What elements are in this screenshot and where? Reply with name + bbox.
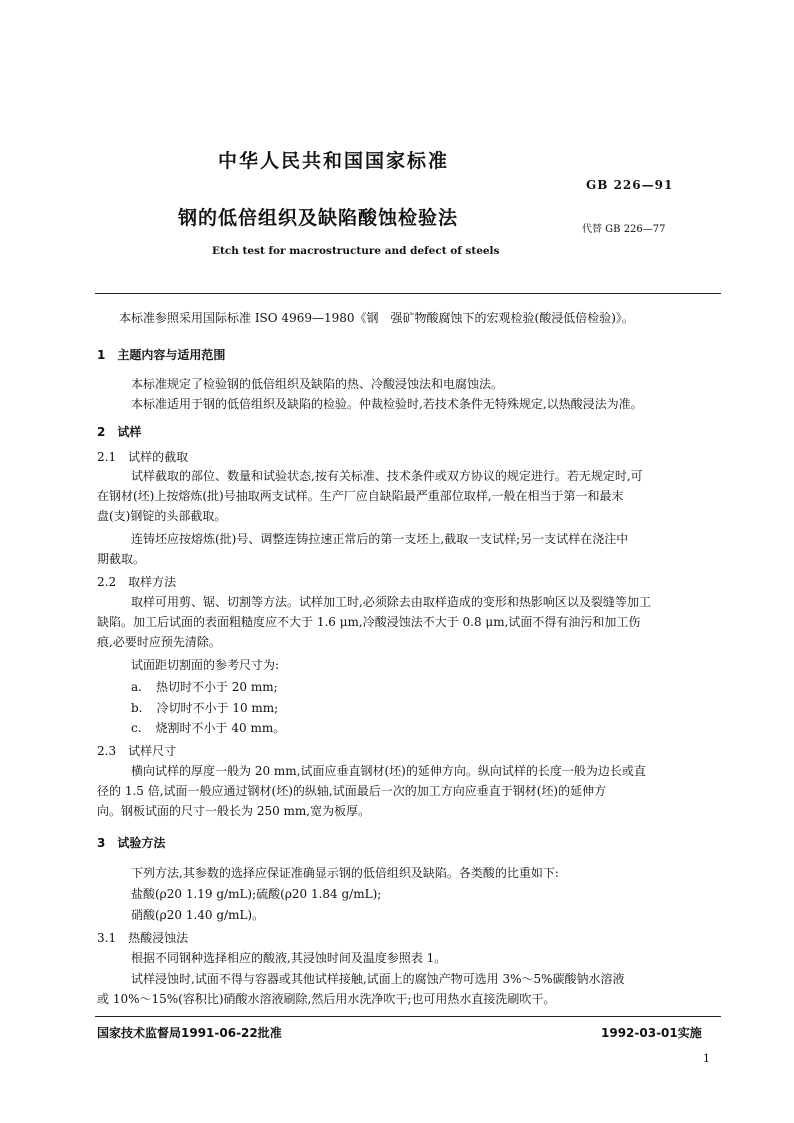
body-line: 向。钢板试面的尺寸一般长为 250 mm,宽为板厚。 xyxy=(97,804,371,818)
body-line: 取样可用剪、锯、切割等方法。试样加工时,必须除去由取样造成的变形和热影响区以及裂缝等加工 xyxy=(131,595,651,609)
body-line: 盘(支)钢锭的头部截取。 xyxy=(97,509,227,523)
list-marker: b. xyxy=(131,701,143,715)
english-title: Etch test for macrostructure and defect of steels xyxy=(212,245,500,257)
list-item xyxy=(131,678,278,696)
body-line: 横向试样的厚度一般为 20 mm,试面应垂直钢材(坯)的延伸方向。纵向试样的长度一般为边长或直 xyxy=(131,764,646,778)
document-title: 钢的低倍组织及缺陷酸蚀检验法 xyxy=(178,207,459,229)
section-3-1-heading: 3.1 热酸浸蚀法 xyxy=(97,931,189,945)
body-line: 试样截取的部位、数量和试验状态,按有关标准、技术条件或双方协议的规定进行。若无规定时,可 xyxy=(131,469,643,483)
body-line: 在钢材(坯)上按熔炼(批)号抽取两支试样。生产厂应自缺陷最严重部位取样,一般在相当于第一和最末 xyxy=(97,489,624,503)
preface: 本标准参照采用国际标准 ISO 4969—1980《钢 强矿物酸腐蚀下的宏观检验(酸浸低倍检验)》。 xyxy=(119,311,634,325)
section-1-paragraph: 本标准规定了检验钢的低倍组织及缺陷的热、冷酸浸蚀法和电腐蚀法。 xyxy=(131,377,504,391)
list-text: 冷切时不小于 10 mm; xyxy=(156,701,279,715)
list-item xyxy=(131,699,278,717)
footer-rule xyxy=(95,1016,721,1017)
section-2-1-heading: 2.1 试样的截取 xyxy=(97,450,189,464)
body-line: 盐酸(ρ20 1.19 g/mL);硫酸(ρ20 1.84 g/mL); xyxy=(131,887,382,901)
body-line: 试面距切割面的参考尺寸为: xyxy=(131,658,280,672)
body-line: 期截取。 xyxy=(97,552,146,566)
body-line: 径的 1.5 倍,试面一般应通过钢材(坯)的纵轴,试面最后一次的加工方向应垂直于钢材(坯)的延伸方 xyxy=(97,784,607,798)
list-text: 烧割时不小于 40 mm。 xyxy=(155,721,286,735)
header-rule xyxy=(95,293,721,294)
body-line: 或 10%～15%(容积比)硝酸水溶液刷除,然后用水洗净吹干;也可用热水直接洗刷吹干。 xyxy=(97,992,556,1006)
page-number: 1 xyxy=(703,1052,710,1065)
section-2-heading: 2 试样 xyxy=(97,425,142,439)
body-line: 硝酸(ρ20 1.40 g/mL)。 xyxy=(131,908,265,922)
body-line: 根据不同钢种选择相应的酸液,其浸蚀时间及温度参照表 1。 xyxy=(131,951,447,965)
section-1-heading: 1 主题内容与适用范围 xyxy=(97,348,226,362)
list-text: 热切时不小于 20 mm; xyxy=(155,680,278,694)
body-line: 连铸坯应按熔炼(批)号、调整连铸拉速正常后的第一支坯上,截取一支试样;另一支试样在浇注中 xyxy=(131,532,629,546)
list-marker: a. xyxy=(131,680,142,694)
replaces-standard: 代替 GB 226—77 xyxy=(582,224,666,235)
list-marker: c. xyxy=(131,721,142,735)
section-1-paragraph: 本标准适用于钢的低倍组织及缺陷的检验。仲裁检验时,若技术条件无特殊规定,以热酸浸法为准。 xyxy=(131,397,643,411)
effective-date: 1992-03-01实施 xyxy=(601,1026,702,1040)
body-line: 缺陷。加工后试面的表面粗糙度应不大于 1.6 μm,冷酸浸蚀法不大于 0.8 μm,试面不得有油污和加工伤 xyxy=(97,615,641,629)
national-standard-heading: 中华人民共和国国家标准 xyxy=(218,150,450,172)
section-2-3-heading: 2.3 试样尺寸 xyxy=(97,744,177,758)
standard-number: GB 226—91 xyxy=(586,178,674,192)
approval-date: 国家技术监督局1991-06-22批准 xyxy=(97,1026,282,1040)
body-line: 试样浸蚀时,试面不得与容器或其他试样接触,试面上的腐蚀产物可选用 3%～5%碳酸钠水溶液 xyxy=(131,972,625,986)
body-line: 痕,必要时应预先清除。 xyxy=(97,635,221,649)
list-item xyxy=(131,719,285,737)
section-2-2-heading: 2.2 取样方法 xyxy=(97,575,177,589)
body-line: 下列方法,其参数的选择应保证准确显示钢的低倍组织及缺陷。各类酸的比重如下: xyxy=(131,866,559,880)
section-3-heading: 3 试验方法 xyxy=(97,836,166,850)
